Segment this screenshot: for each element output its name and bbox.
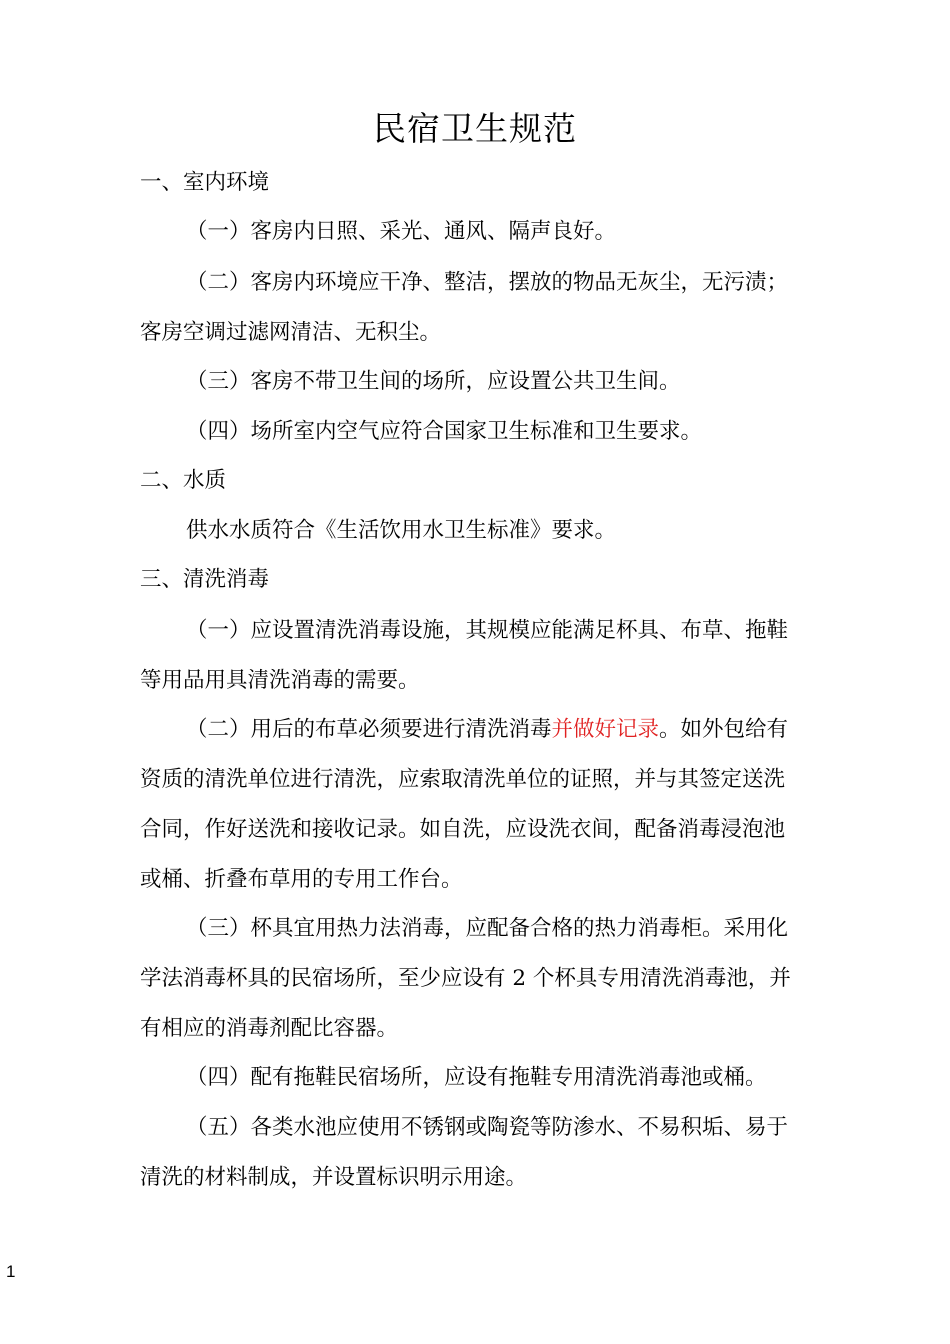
section-heading-water: 二、水质	[140, 468, 227, 493]
indoor-item-2-line-1: （二）客房内环境应干净、整洁，摆放的物品无灰尘，无污渍；	[186, 270, 789, 295]
cleaning-item-5-line-1: （五）各类水池应使用不锈钢或陶瓷等防渗水、不易积垢、易于	[186, 1115, 789, 1140]
water-text: 供水水质符合《生活饮用水卫生标准》要求。	[186, 518, 617, 543]
cleaning-item-3-line-1: （三）杯具宜用热力法消毒，应配备合格的热力消毒柜。采用化	[186, 916, 789, 941]
cleaning-item-2-line-3: 合同，作好送洗和接收记录。如自洗，应设洗衣间，配备消毒浸泡池	[140, 817, 786, 842]
indoor-item-2-line-2: 客房空调过滤网清洁、无积尘。	[140, 320, 442, 345]
cleaning-item-2-text-end: 。如外包给有	[659, 717, 789, 742]
cleaning-item-3-line-2: 学法消毒杯具的民宿场所，至少应设有 2 个杯具专用清洗消毒池，并	[140, 966, 791, 991]
cleaning-item-4: （四）配有拖鞋民宿场所，应设有拖鞋专用清洗消毒池或桶。	[186, 1065, 767, 1090]
cleaning-item-1-line-1: （一）应设置清洗消毒设施，其规模应能满足杯具、布草、拖鞋	[186, 618, 789, 643]
cleaning-item-2-text-start: （二）用后的布草必须要进行清洗消毒	[186, 717, 552, 742]
cleaning-item-1-line-2: 等用品用具清洗消毒的需要。	[140, 668, 420, 693]
page-number: 1	[6, 1262, 16, 1281]
highlighted-record-text: 并做好记录	[551, 717, 660, 742]
cleaning-item-5-line-2: 清洗的材料制成，并设置标识明示用途。	[140, 1165, 528, 1190]
cleaning-item-3-line-3: 有相应的消毒剂配比容器。	[140, 1016, 399, 1041]
cleaning-item-2-line-1	[186, 715, 866, 745]
section-heading-cleaning: 三、清洗消毒	[140, 567, 270, 592]
section-heading-indoor: 一、室内环境	[140, 170, 270, 195]
indoor-item-4: （四）场所室内空气应符合国家卫生标准和卫生要求。	[186, 419, 703, 444]
indoor-item-3: （三）客房不带卫生间的场所，应设置公共卫生间。	[186, 369, 681, 394]
cleaning-item-2-line-2: 资质的清洗单位进行清洗，应索取清洗单位的证照，并与其签定送洗	[140, 767, 786, 792]
document-title: 民宿卫生规范	[373, 109, 577, 148]
indoor-item-1: （一）客房内日照、采光、通风、隔声良好。	[186, 219, 617, 244]
cleaning-item-2-line-4: 或桶、折叠布草用的专用工作台。	[140, 867, 463, 892]
